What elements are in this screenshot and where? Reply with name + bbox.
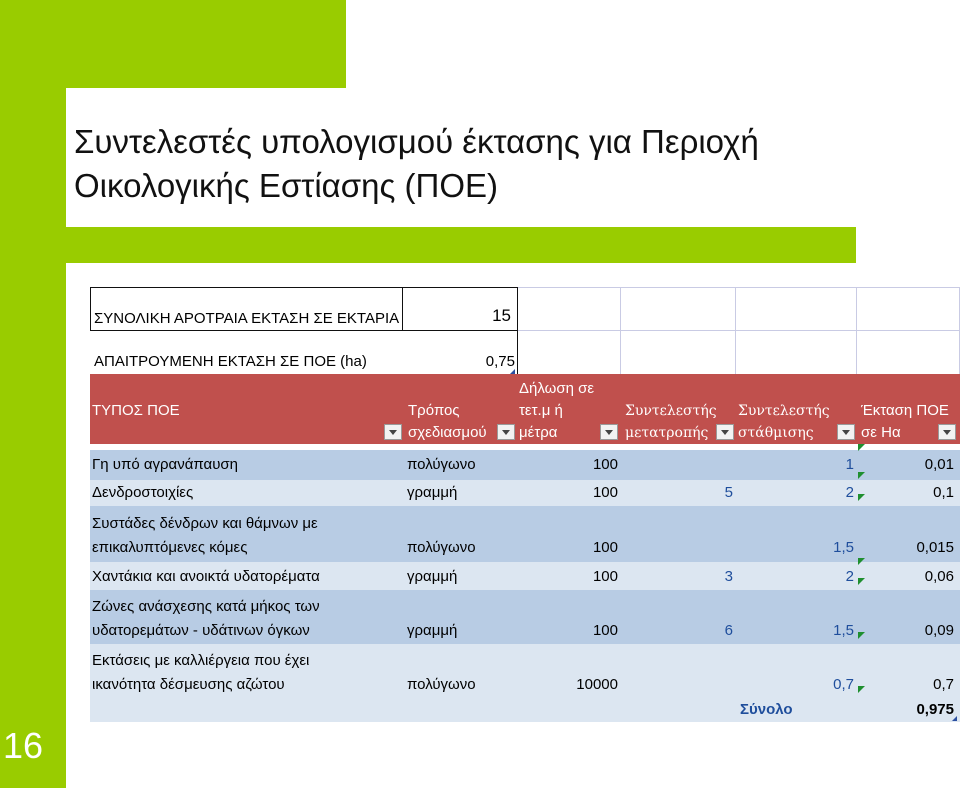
table-cell: 10000 bbox=[576, 676, 618, 693]
table-cell: Δενδροστοιχίες bbox=[92, 484, 194, 501]
grid-line bbox=[517, 287, 518, 374]
table-row[interactable] bbox=[90, 644, 960, 698]
total-area-label: ΣΥΝΟΛΙΚΗ ΑΡΟΤΡΑΙΑ ΕΚΤΑΣΗ ΣΕ ΕΚΤΑΡΙΑ bbox=[94, 309, 400, 327]
table-cell: πολύγωνο bbox=[407, 539, 476, 556]
header-decl-3: μέτρα bbox=[519, 424, 558, 441]
table-row[interactable] bbox=[90, 450, 960, 480]
grid-line bbox=[856, 287, 857, 374]
cell-comment-marker bbox=[858, 686, 865, 693]
table-cell: 0,06 bbox=[924, 568, 954, 585]
table-cell: 1 bbox=[845, 456, 854, 473]
cell-comment-marker bbox=[858, 558, 865, 565]
table-cell: γραμμή bbox=[407, 484, 458, 501]
slide-title bbox=[74, 120, 759, 208]
table-cell: 3 bbox=[724, 568, 733, 585]
header-area-2: σε Ηα bbox=[861, 424, 901, 441]
table-cell: 0,01 bbox=[924, 456, 954, 473]
table-cell: γραμμή bbox=[407, 622, 458, 639]
cell-comment-marker bbox=[858, 578, 865, 585]
filter-dropdown-design[interactable] bbox=[497, 424, 515, 440]
left-accent-bar bbox=[0, 0, 66, 788]
table-row[interactable] bbox=[90, 480, 960, 506]
table-cell: 2 bbox=[845, 484, 854, 501]
table-cell: 6 bbox=[724, 622, 733, 639]
table-cell: Χαντάκια και ανοικτά υδατορέματα bbox=[92, 568, 320, 585]
filter-dropdown-decl[interactable] bbox=[600, 424, 618, 440]
table-cell: 2 bbox=[845, 568, 854, 585]
grid-line bbox=[90, 287, 91, 331]
total-area-value[interactable]: 15 bbox=[492, 306, 511, 325]
cell-comment-marker bbox=[858, 494, 865, 501]
filter-dropdown-weight[interactable] bbox=[837, 424, 855, 440]
table-cell: 0,09 bbox=[924, 622, 954, 639]
table-cell: Εκτάσεις με καλλιέργεια που έχει bbox=[92, 652, 310, 669]
table-row[interactable] bbox=[90, 506, 960, 562]
header-design-1: Τρόπος bbox=[408, 402, 460, 419]
header-decl-1: Δήλωση σε bbox=[519, 380, 595, 397]
header-conv-2: μετατροπής bbox=[625, 425, 709, 441]
cell-comment-marker bbox=[858, 472, 865, 479]
title-line-2: Οικολογικής Εστίασης (ΠΟΕ) bbox=[74, 167, 499, 204]
table-cell: Γη υπό αγρανάπαυση bbox=[92, 456, 238, 473]
filter-dropdown-conv[interactable] bbox=[716, 424, 734, 440]
grid-line bbox=[90, 287, 517, 288]
header-weight-2: στάθμισης bbox=[738, 425, 814, 441]
table-cell: 0,7 bbox=[833, 676, 854, 693]
table-cell: 100 bbox=[592, 539, 618, 556]
header-design-2: σχεδιασμού bbox=[408, 424, 487, 441]
table-cell: 0,015 bbox=[916, 539, 954, 556]
table-row[interactable] bbox=[90, 590, 960, 644]
table-total-row bbox=[90, 698, 960, 722]
required-area-value[interactable]: 0,75 bbox=[485, 352, 515, 370]
header-decl-2: τετ.μ ή bbox=[519, 402, 563, 419]
header-type: ΤΥΠΟΣ ΠΟΕ bbox=[92, 402, 180, 419]
grid-line bbox=[517, 330, 960, 331]
table-row[interactable] bbox=[90, 562, 960, 590]
table-cell: 1,5 bbox=[833, 539, 854, 556]
filter-dropdown-type[interactable] bbox=[384, 424, 402, 440]
filter-dropdown-area[interactable] bbox=[938, 424, 956, 440]
grid-line bbox=[517, 287, 960, 288]
table-cell: 100 bbox=[592, 622, 618, 639]
spreadsheet bbox=[90, 287, 960, 722]
cell-comment-marker bbox=[858, 632, 865, 639]
table-cell: γραμμή bbox=[407, 568, 458, 585]
table-cell: υδατορεμάτων - υδάτινων όγκων bbox=[92, 622, 310, 639]
table-cell: Συστάδες δένδρων και θάμνων με bbox=[92, 515, 318, 532]
top-accent-block bbox=[66, 0, 346, 88]
header-area-1: Έκταση ΠΟΕ bbox=[861, 402, 949, 419]
cell-comment-marker bbox=[858, 444, 865, 451]
header-conv-1: Συντελεστής bbox=[625, 403, 717, 419]
required-area-label: ΑΠΑΙΤΡΟΥΜΕΝΗ ΕΚΤΑΣΗ ΣΕ ΠΟΕ (ha) bbox=[94, 352, 367, 370]
total-value: 0,975 bbox=[916, 701, 954, 718]
total-label: Σύνολο bbox=[740, 701, 793, 718]
table-cell: 0,1 bbox=[933, 484, 954, 501]
table-cell: 5 bbox=[724, 484, 733, 501]
table-cell: 1,5 bbox=[833, 622, 854, 639]
table-cell: πολύγωνο bbox=[407, 456, 476, 473]
table-cell: ικανότητα δέσμευσης αζώτου bbox=[92, 676, 285, 693]
table-cell: 100 bbox=[592, 568, 618, 585]
grid-line bbox=[735, 287, 736, 374]
header-weight-1: Συντελεστής bbox=[738, 403, 830, 419]
table-cell: 100 bbox=[592, 484, 618, 501]
page-number: 16 bbox=[2, 725, 44, 766]
table-cell: Ζώνες ανάσχεσης κατά μήκος των bbox=[92, 598, 320, 615]
table-cell: πολύγωνο bbox=[407, 676, 476, 693]
table-cell: 0,7 bbox=[933, 676, 954, 693]
title-line-1: Συντελεστές υπολογισμού έκτασης για Περιοχή bbox=[74, 123, 759, 160]
table-cell: 100 bbox=[592, 456, 618, 473]
table-resize-handle[interactable] bbox=[952, 716, 957, 721]
table-header bbox=[90, 374, 960, 444]
table-cell: επικαλυπτόμενες κόμες bbox=[92, 539, 248, 556]
grid-line bbox=[620, 287, 621, 374]
title-underline-bar bbox=[6, 227, 856, 263]
